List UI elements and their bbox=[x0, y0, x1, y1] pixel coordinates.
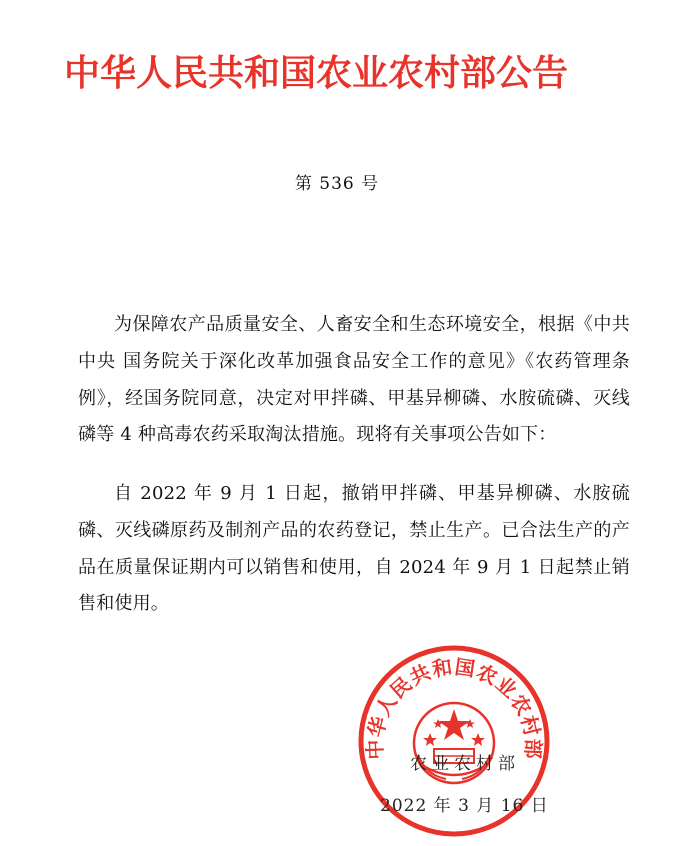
document-title: 中华人民共和国农业农村部公告 bbox=[64, 53, 569, 94]
body-paragraph-1: 为保障农产品质量安全、人畜安全和生态环境安全，根据《中共中央 国务院关于深化改革加强食品安全工作的意见》《农药管理条例》，经国务院同意，决定对甲拌磷、甲基异柳磷、水胺硫磷、灭线磷等 4 种高毒农药采取淘汰措施。现将有关事项公告如下： bbox=[78, 314, 630, 446]
body-paragraph-2: 自 2022 年 9 月 1 日起，撤销甲拌磷、甲基异柳磷、水胺硫磷、灭线磷原药及制剂产品的农药登记，禁止生产。已合法生产的产品在质量保证期内可以销售和使用，自 2024 年 9 月 1 日起禁止销售和使用。 bbox=[78, 483, 630, 615]
seal-text: 中华人民共和国农业农村部 bbox=[362, 654, 546, 761]
document-number: 第 536 号 bbox=[294, 174, 380, 194]
issue-date: 2022 年 3 月 16 日 bbox=[380, 796, 549, 816]
signer-name: 农业农村部 bbox=[410, 754, 520, 774]
